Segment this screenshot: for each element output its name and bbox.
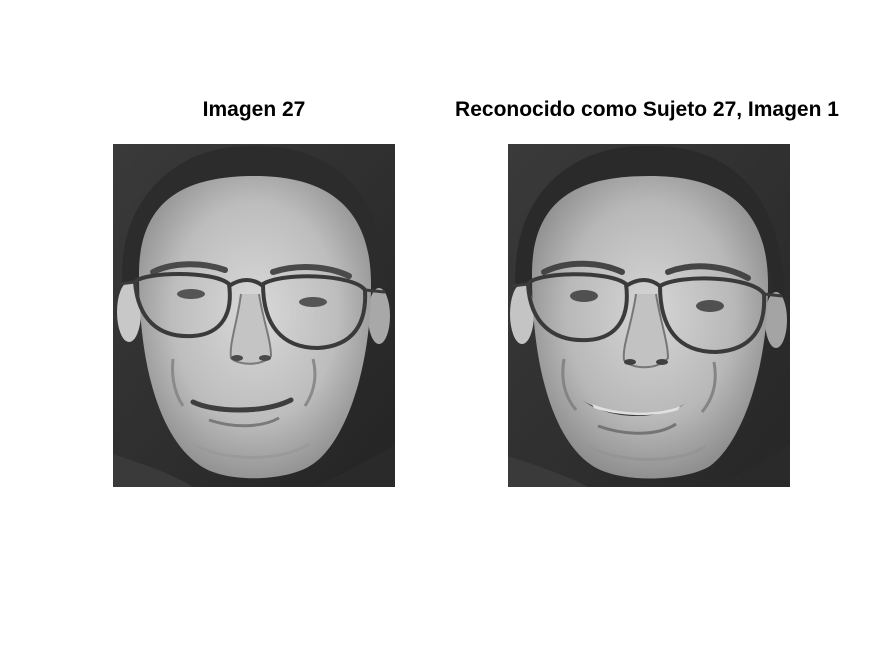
query-face-image [113,144,395,487]
right-image-title: Reconocido como Sujeto 27, Imagen 1 [455,98,839,121]
matched-face-image [508,144,790,487]
left-image-title: Imagen 27 [202,98,306,121]
